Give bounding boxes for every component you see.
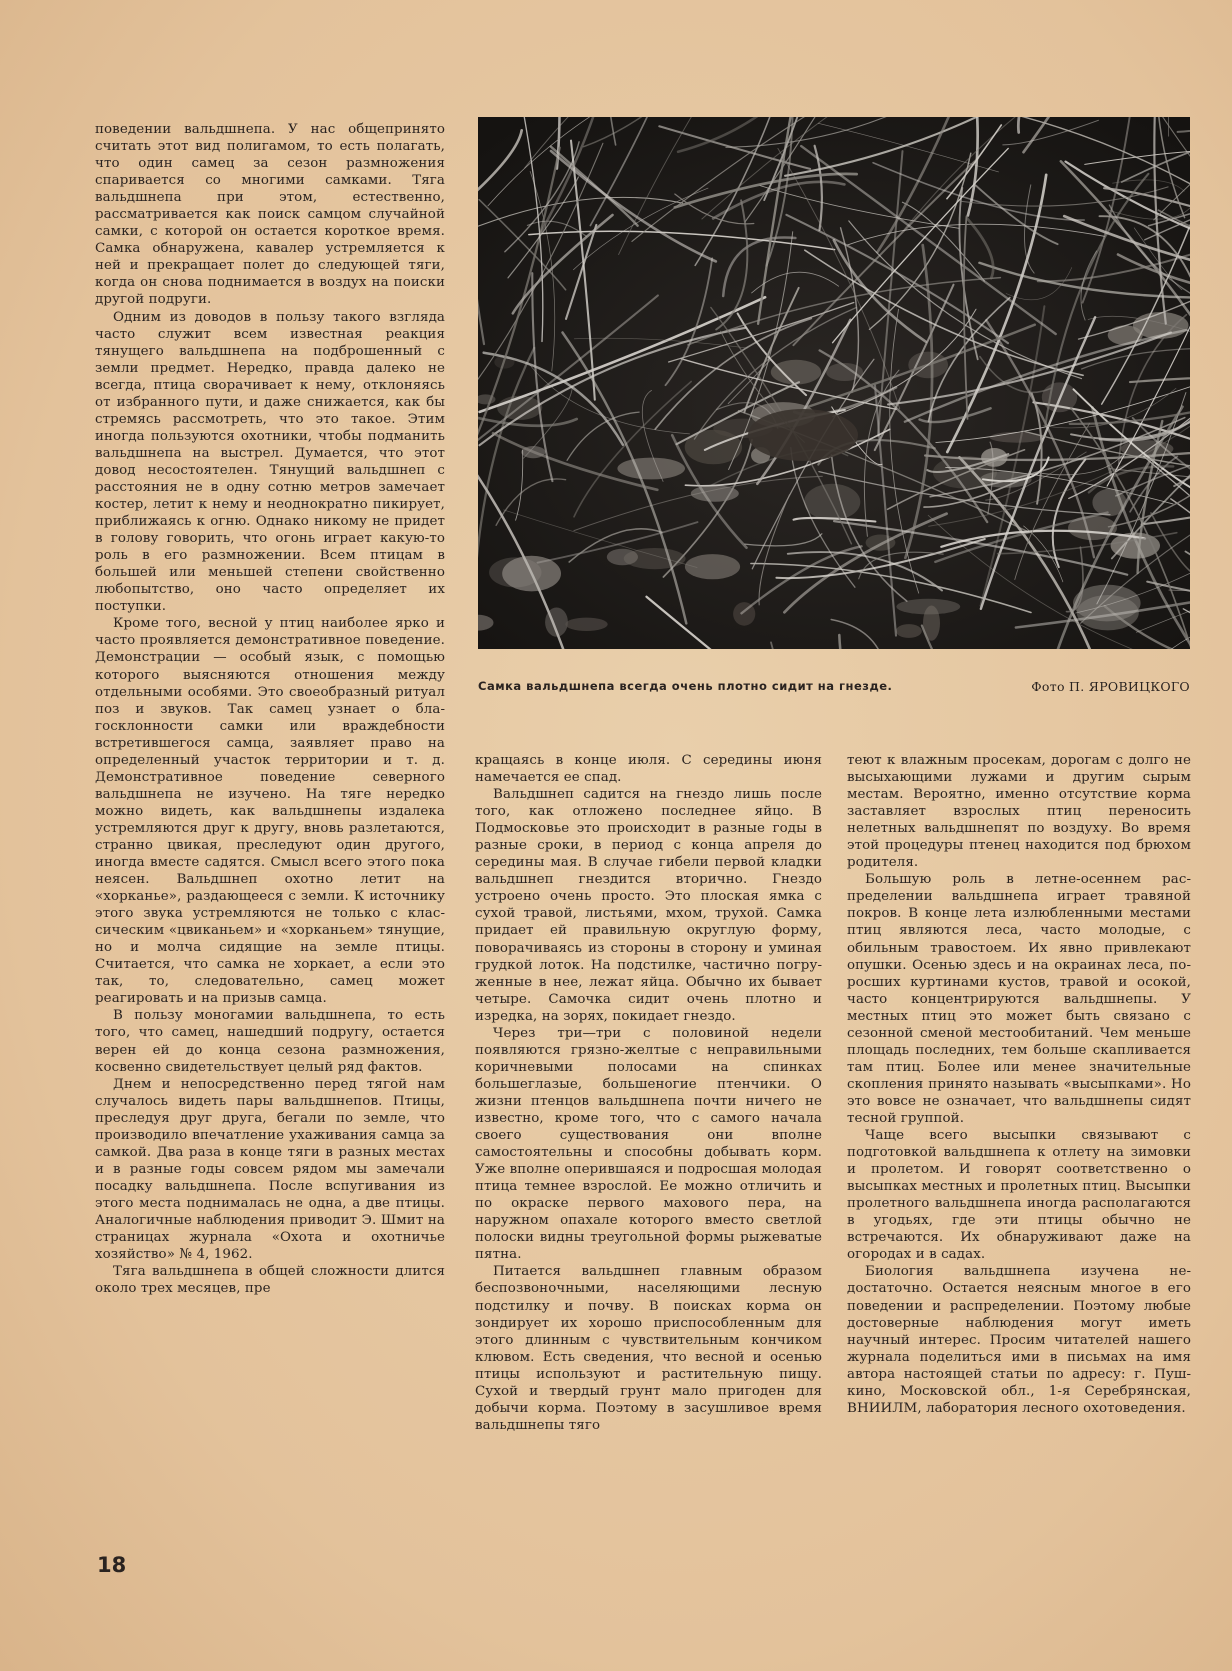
paragraph: кращаясь в конце июля. С середины июня намечается ее спад. (475, 753, 822, 786)
page-number: 18 (97, 1553, 127, 1577)
text-column-3 (847, 752, 1191, 1417)
paragraph: Днем и непосредственно перед тягой нам случалось видеть пары вальдшнепов. Птицы, преследуя друг друга, бегали по земле, что производило впечатление ухаживания самца за самкой. Два раза в конце тяги в разных местах и в разные годы совсем рядом мы замечали посадку вальдшнепа. После вспугивания из этого места поднималась не одна, а две птицы. Аналогичные наблюдения приводит Э. Шмит на страницах журнала «Охота и охотничье хозяйство» № 4, 1962. (95, 1076, 445, 1263)
paragraph: Через три—три с половиной недели появляются грязно-желтые с неправильными коричневыми полосами на спинках большеглазые, большеногие птенчики. О жизни птенцов вальдшнепа почти ничего не известно, кроме того, что с самого начала своего существования они вполне самостоятельны и способны добывать корм. Уже вполне оперившаяся и подросшая молодая птица темнее взрослой. Ее можно отличить и по окраске первого махового пера, на наружном опахале которого вместо светлой полоски видны треугольной формы рыжеватые пятна. (475, 1025, 822, 1263)
woodcock-nest-photo (478, 117, 1190, 649)
paragraph: поведении вальдшнепа. У нас общепринято считать этот вид полигамом, то есть полагать, что один самец за сезон размножения спаривается со многими самками. Тяга вальдшнепа при этом, естественно, рассматривается как поиск самцом случайной самки, с которой он остается короткое время. Самка обнаружена, кавалер устремляется к ней и прекращает полет до следующей тяги, когда он снова поднимается в воздух на поиски другой подруги. (95, 122, 445, 308)
caption-text: Самка вальдшнепа всегда очень плотно сидит на гнезде. (478, 679, 893, 693)
paragraph: Чаще всего высыпки связывают с подготовкой вальдшнепа к отлету на зимовки и пролетом. И говорят соответственно о высыпках местных и пролетных птиц. Высыпки пролетного вальдшнепа иногда располагаются в угодьях, где эти птицы обычно не встречаются. Их обнаруживают даже на огородах и в садах. (847, 1128, 1191, 1263)
paragraph: Кроме того, весной у птиц наиболее ярко и часто проявляется демонстративное поведение. Демонстрации — особый язык, с помощью которого выясняются отношения между отдельными особями. Это своеобразный ритуал поз и звуков. Так самец узнает о благосклонности самки или враждебности встретившегося самца, заявляет право на определенный участок территории и т. д. Демонстративное поведение северного вальдшнепа не изучено. На тяге нередко можно видеть, как вальдшнепы издалека устремляются друг к другу, вновь разлетаются, странно цвикая, преследуют один другого, иногда вместе садятся. Смысл всего этого пока неясен. Вальдшнеп охотно летит на «хорканье», раздающееся с земли. К источнику этого звука устремляются не только с классическим «цвиканьем» и «хорканьем» тянущие, но и молча сидящие на земле птицы. Считается, что самка не хоркает, а если это так, то, следовательно, самец может реагировать и на призыв самца. (95, 616, 445, 1007)
text-column-1 (95, 121, 445, 1297)
bird-silhouette (748, 409, 858, 461)
grass-texture (478, 117, 1190, 649)
paragraph: Биология вальдшнепа изучена недостаточно. Остается неясным многое в его поведении и распределении. Поэтому любые достоверные наблюдения могут иметь научный интерес. Просим читателей нашего журнала поделиться ими в письмах на имя автора настоящей статьи по адресу: г. Пушкино, Московской обл., 1-я Серебрянская, ВНИИЛМ, лаборатория лесного охотоведения. (847, 1264, 1191, 1416)
paragraph: Одним из доводов в пользу такого взгляда часто служит всем известная реакция тянущего вальдшнепа на подброшенный с земли предмет. Нередко, правда далеко не всегда, птица сворачивает к нему, отклоняясь от избранного пути, и даже снижается, как бы стремясь рассмотреть, что это такое. Этим иногда пользуются охотники, чтобы подманить вальдшнепа на выстрел. Думается, что этот довод несостоятелен. Тянущий вальдшнеп с расстояния не в одну сотню метров замечает костер, летит к нему и неоднократно пикирует, приближаясь к огню. Однако никому не придет в голову говорить, что огонь играет какую-то роль в его размножении. Всем птицам в большей или меньшей степени свойственно любопытство, оно часто определяет их поступки. (95, 309, 445, 615)
paragraph: В пользу моногамии вальдшнепа, то есть того, что самец, нашедший подругу, остается верен ей до конца сезона размножения, косвенно свидетельствует целый ряд фактов. (95, 1008, 445, 1075)
text-column-2 (475, 752, 822, 1434)
paragraph: Вальдшнеп садится на гнездо лишь после того, как отложено последнее яйцо. В Подмосковье это происходит в разные годы в разные сроки, в период с конца апреля до середины мая. В случае гибели первой кладки вальдшнеп гнездится вторично. Гнездо устроено очень просто. Это плоская ямка с сухой травой, листьями, мхом, трухой. Самка придает ей правильную округлую форму, поворачиваясь из стороны в сторону и уминая грудкой лоток. На подстилке, частично погруженные в нее, лежат яйца. Обычно их бывает четыре. Самочка сидит очень плотно и изредка, на зорях, покидает гнездо. (475, 787, 822, 1024)
paragraph: теют к влажным просекам, дорогам с долго не высыхающими лужами и другим сырым местам. Вероятно, именно отсутствие корма заставляет взрослых птиц переносить нелетных вальдшнепят по воздуху. Во время этой процедуры птенец находится под брюхом родителя. (847, 753, 1191, 871)
photo-caption (478, 679, 1190, 693)
photo-credit: Фото П. ЯРОВИЦКОГО (1031, 679, 1190, 694)
paragraph: Большую роль в летне-осеннем распределении вальдшнепа играет травяной покров. В конце лета излюбленными местами птиц являются леса, часто молодые, с обильным травостоем. Их явно привлекают опушки. Осенью здесь и на окраинах леса, поросших куртинами кустов, травой и осокой, часто концентрируются вальдшнепы. У местных птиц это может быть связано с сезонной сменой местообитаний. Чем меньше площадь последних, тем больше скапливается там птиц. Более или менее значительные скопления принято называть «высыпками». Но это вовсе не означает, что вальдшнепы сидят тесной группой. (847, 872, 1191, 1126)
paragraph: Тяга вальдшнепа в общей сложности длится около трех месяцев, пре (95, 1264, 445, 1297)
paragraph: Питается вальдшнеп главным образом беспозвоночными, населяющими лесную подстилку и почву. В поисках корма он зондирует их хорошо приспособленным для этого длинным с чувствительным кончиком клювом. Есть сведения, что весной и осенью птицы используют и растительную пищу. Сухой и твердый грунт мало пригоден для добычи корма. Поэтому в засушливое время вальдшнепы тяго (475, 1264, 822, 1433)
